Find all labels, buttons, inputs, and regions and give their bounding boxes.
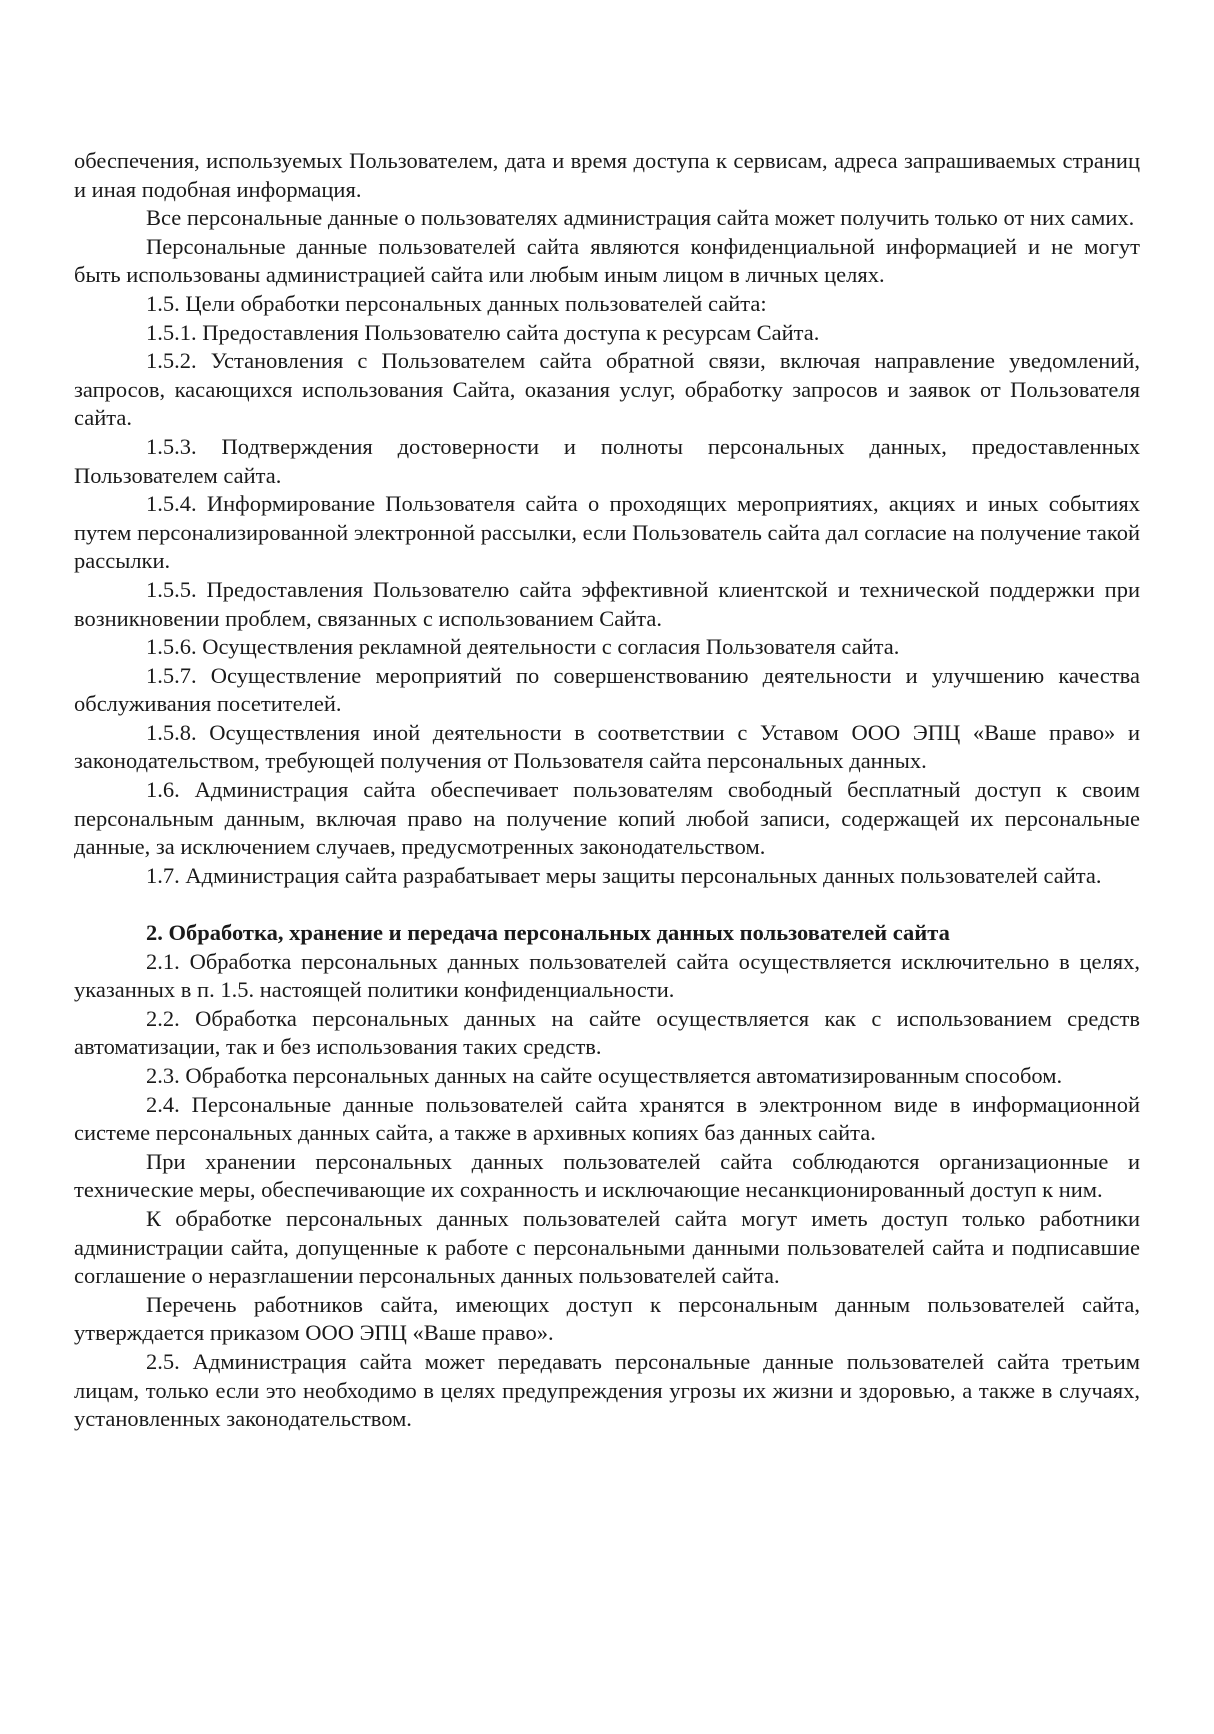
clause-1-5: 1.5. Цели обработки персональных данных пользователей сайта: xyxy=(146,290,767,316)
paragraph: Перечень работников сайта, имеющих доступ к персональным данным пользователей сайта, утверждается приказом ООО ЭПЦ «Ваше право». xyxy=(74,1291,1140,1346)
clause-1-5-5: 1.5.5. Предоставления Пользователю сайта эффективной клиентской и технической поддержки при возникновении проблем, связанных с использованием Сайта. xyxy=(74,576,1140,631)
clause-1-7: 1.7. Администрация сайта разрабатывает меры защиты персональных данных пользователей сайта. xyxy=(146,862,1102,888)
clause-2-1: 2.1. Обработка персональных данных пользователей сайта осуществляется исключительно в целях, указанных в п. 1.5. настоящей политики конфиденциальности. xyxy=(74,948,1140,1003)
clause-1-5-7: 1.5.7. Осуществление мероприятий по совершенствованию деятельности и улучшению качества обслуживания посетителей. xyxy=(74,662,1140,717)
paragraph: Персональные данные пользователей сайта являются конфиденциальной информацией и не могут быть использованы администрацией сайта или любым иным лицом в личных целях. xyxy=(74,233,1140,288)
clause-2-3: 2.3. Обработка персональных данных на сайте осуществляется автоматизированным способом. xyxy=(146,1063,1063,1088)
paragraph: К обработке персональных данных пользователей сайта могут иметь доступ только работники администрации сайта, допущенные к работе с персональными данными пользователей сайта и подписавшие соглашение о неразглашении персональных данных пользователей сайта. xyxy=(74,1205,1140,1289)
clause-2-5: 2.5. Администрация сайта может передавать персональные данные пользователей сайта третьим лицам, только если это необходимо в целях предупреждения угрозы их жизни и здоровью, а также в случаях, установленных законодательством. xyxy=(74,1348,1140,1432)
clause-1-6: 1.6. Администрация сайта обеспечивает пользователям свободный бесплатный доступ к своим персональным данным, включая право на получение копий любой записи, содержащей их персональные данные, за исключением случаев, предусмотренных законодательством. xyxy=(74,777,1140,860)
clause-1-5-6: 1.5.6. Осуществления рекламной деятельности с согласия Пользователя сайта. xyxy=(146,634,900,660)
clause-1-5-2: 1.5.2. Установления с Пользователем сайта обратной связи, включая направление уведомлений, запросов, касающихся использования Сайта, оказания услуг, обработку запросов и заявок от Пользователя сайта. xyxy=(74,348,1140,431)
clause-1-5-1: 1.5.1. Предоставления Пользователю сайта доступа к ресурсам Сайта. xyxy=(146,319,820,345)
clause-2-4: 2.4. Персональные данные пользователей сайта хранятся в электронном виде в информационной системе персональных данных сайта, а также в архивных копиях баз данных сайта. xyxy=(74,1091,1140,1146)
clause-1-5-4: 1.5.4. Информирование Пользователя сайта о проходящих мероприятиях, акциях и иных событиях путем персонализированной электронной рассылки, если Пользователь сайта дал согласие на получение такой рассылки. xyxy=(74,491,1140,574)
clause-1-5-8: 1.5.8. Осуществления иной деятельности в соответствии с Уставом ООО ЭПЦ «Ваше право» и законодательством, требующей получения от Пользователя сайта персональных данных. xyxy=(74,719,1140,774)
section-heading: 2. Обработка, хранение и передача персональных данных пользователей сайта xyxy=(146,920,950,946)
clause-1-5-3: 1.5.3. Подтверждения достоверности и полноты персональных данных, предоставленных Пользователем сайта. xyxy=(74,433,1140,488)
document-page xyxy=(74,147,1140,1434)
paragraph: При хранении персональных данных пользователей сайта соблюдаются организационные и технические меры, обеспечивающие их сохранность и исключающие несанкционированный доступ к ним. xyxy=(74,1148,1140,1203)
paragraph: Все персональные данные о пользователях администрация сайта может получить только от них самих. xyxy=(146,205,1135,231)
clause-2-2: 2.2. Обработка персональных данных на сайте осуществляется как с использованием средств автоматизации, так и без использования таких средств. xyxy=(74,1005,1140,1060)
paragraph-continuation: обеспечения, используемых Пользователем, дата и время доступа к сервисам, адреса запрашиваемых страниц и иная подобная информация. xyxy=(74,148,1140,202)
